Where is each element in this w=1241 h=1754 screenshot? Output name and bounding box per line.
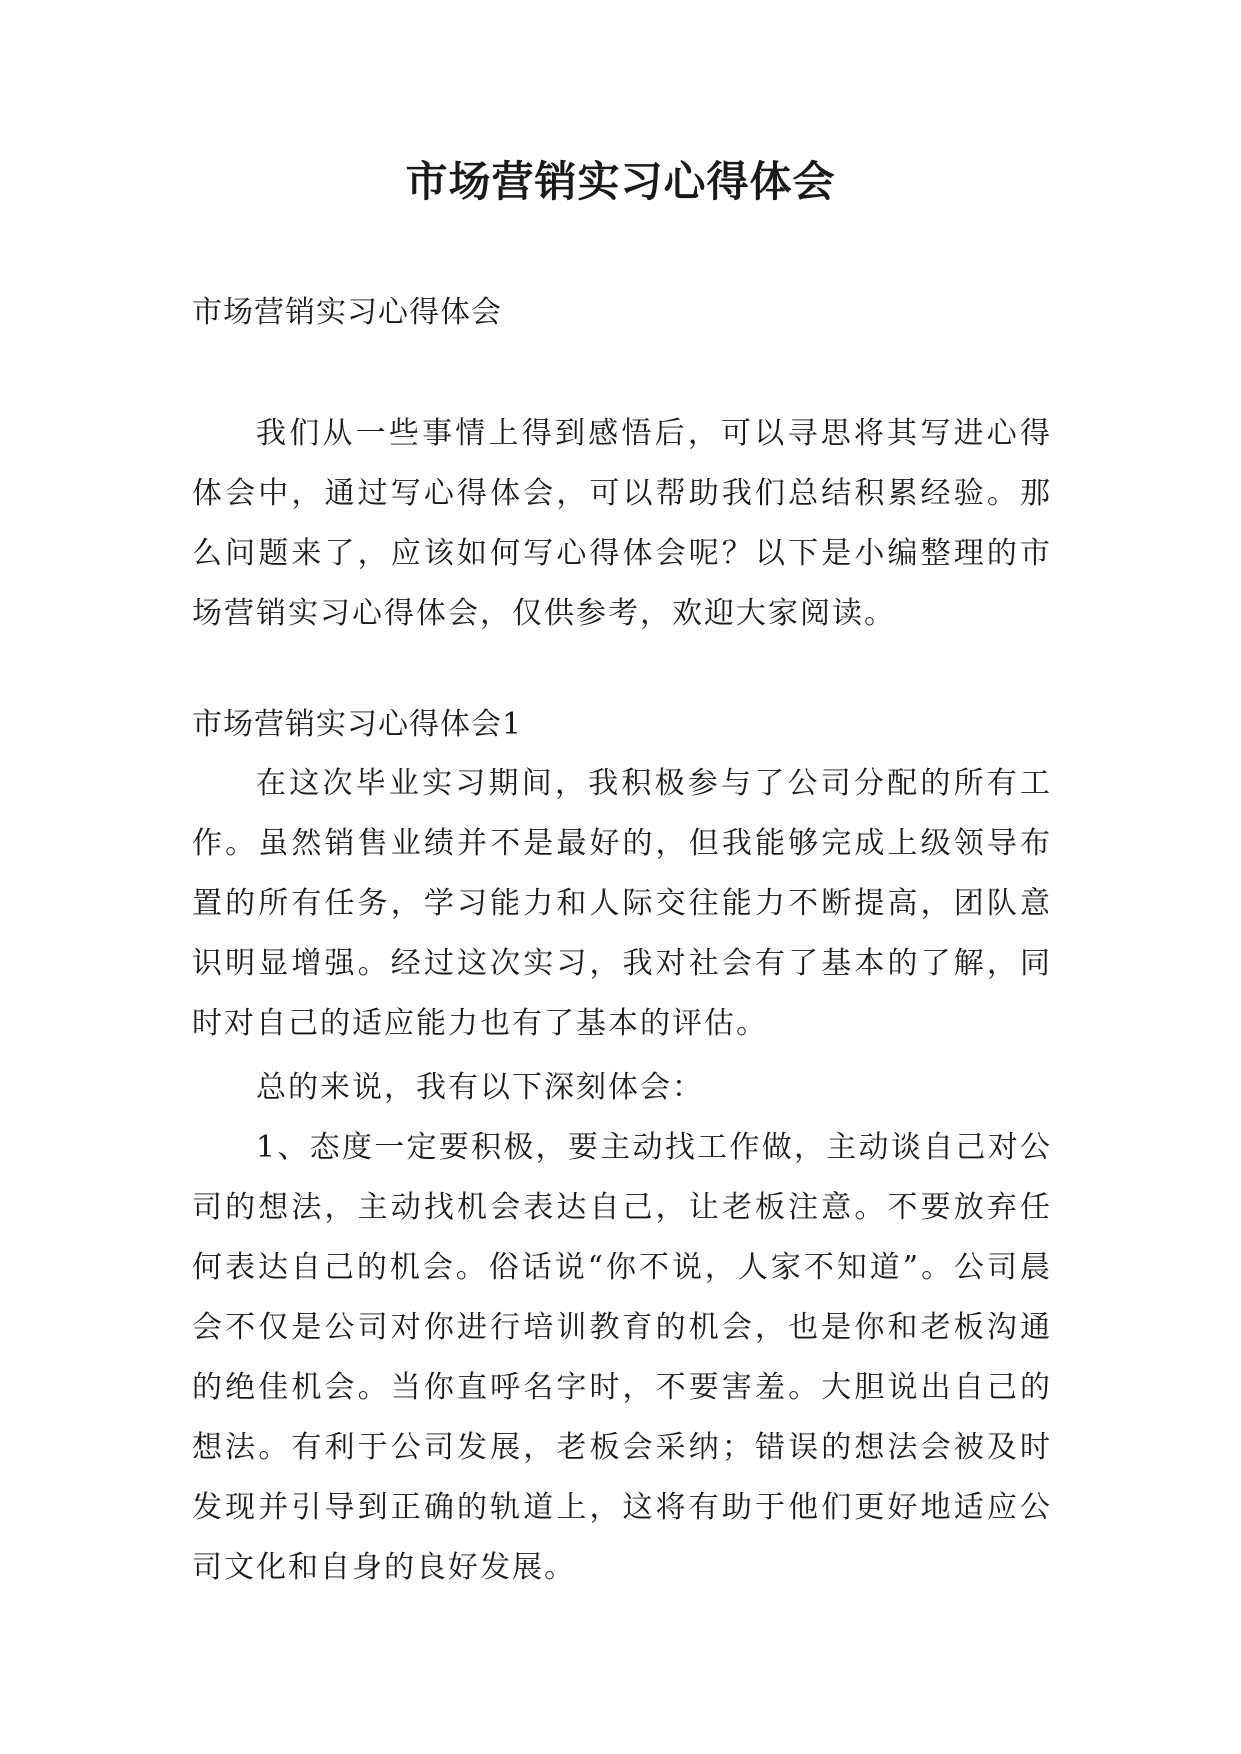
intro-paragraph: 我们从一些事情上得到感悟后，可以寻思将其写进心得体会中，通过写心得体会，可以帮助我们总结积累经验。那么问题来了，应该如何写心得体会呢？以下是小编整理的市场营销实习心得体会，仅供参考，欢迎大家阅读。 (192, 416, 1052, 631)
document-subtitle: 市场营销实习心得体会 (192, 295, 502, 330)
section1-paragraph-3: 1、态度一定要积极，要主动找工作做，主动谈自己对公司的想法，主动找机会表达自己，让老板注意。不要放弃任何表达自己的机会。俗话说“你不说，人家不知道”。公司晨会不仅是公司对你进行培训教育的机会，也是你和老板沟通的绝佳机会。当你直呼名字时，不要害羞。大胆说出自己的想法。有利于公司发展，老板会采纳；错误的想法会被及时发现并引导到正确的轨道上，这将有助于他们更好地适应公司文化和自身的良好发展。 (192, 1130, 1052, 1585)
section1-paragraph-1: 在这次毕业实习期间，我积极参与了公司分配的所有工作。虽然销售业绩并不是最好的，但我能够完成上级领导布置的所有任务，学习能力和人际交往能力不断提高，团队意识明显增强。经过这次实习，我对社会有了基本的了解，同时对自己的适应能力也有了基本的评估。 (192, 766, 1052, 1041)
section1-paragraph-2: 总的来说，我有以下深刻体会： (256, 1070, 704, 1105)
section-heading-1: 市场营销实习心得体会1 (192, 707, 523, 742)
document-title: 市场营销实习心得体会 (405, 157, 836, 206)
